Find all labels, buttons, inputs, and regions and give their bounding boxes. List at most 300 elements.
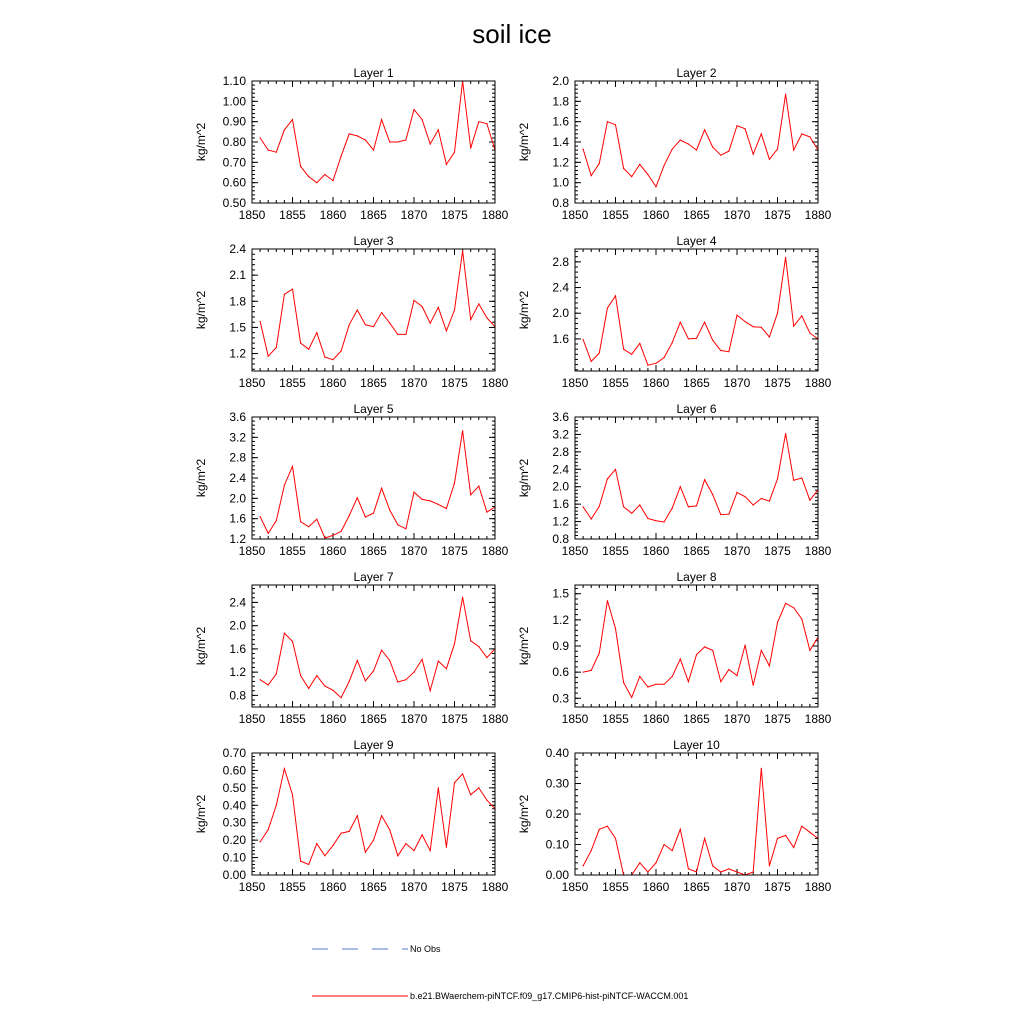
data-point (696, 871, 697, 872)
x-tick-label: 1865 (683, 376, 710, 390)
x-tick-label: 1860 (642, 880, 670, 894)
series-line (260, 81, 495, 183)
data-point (639, 504, 640, 505)
data-point (332, 535, 333, 536)
y-tick-label: 2.0 (229, 491, 246, 506)
x-tick-label: 1850 (561, 712, 589, 726)
y-tick-label: 0.80 (222, 135, 246, 149)
data-point (381, 119, 382, 120)
x-tick-label: 1850 (238, 544, 266, 558)
y-axis-label: kg/m^2 (517, 794, 531, 834)
data-point (316, 182, 317, 183)
data-point (769, 159, 770, 160)
data-point (405, 843, 406, 844)
data-point (801, 133, 802, 134)
data-point (615, 469, 616, 470)
y-tick-label: 3.6 (229, 410, 246, 424)
data-point (454, 643, 455, 644)
plot-frame (252, 249, 495, 371)
data-point (389, 141, 390, 142)
y-tick-label: 0.30 (545, 776, 569, 791)
data-point (793, 150, 794, 151)
x-tick-label: 1875 (441, 712, 468, 726)
data-point (276, 805, 277, 806)
y-tick-label: 1.2 (229, 346, 246, 361)
plot-frame (575, 753, 818, 875)
data-point (785, 94, 786, 95)
data-point (365, 852, 366, 853)
panel-title: Layer 8 (676, 570, 717, 584)
x-tick-label: 1855 (602, 880, 629, 894)
x-tick-label: 1850 (238, 880, 266, 894)
data-point (809, 500, 810, 501)
y-axis-label: kg/m^2 (517, 122, 531, 162)
data-point (462, 773, 463, 774)
data-point (389, 323, 390, 324)
x-tick-label: 1855 (602, 544, 629, 558)
data-point (324, 537, 325, 538)
data-point (664, 684, 665, 685)
data-point (696, 505, 697, 506)
data-point (728, 151, 729, 152)
data-point (639, 676, 640, 677)
plot-frame (252, 417, 495, 539)
data-point (785, 835, 786, 836)
data-point (470, 640, 471, 641)
data-point (373, 150, 374, 151)
y-tick-label: 0.20 (222, 833, 246, 848)
x-tick-label: 1855 (279, 376, 306, 390)
data-point (809, 832, 810, 833)
y-tick-label: 1.2 (552, 514, 569, 529)
data-point (332, 180, 333, 181)
data-point (631, 354, 632, 355)
x-tick-label: 1865 (360, 880, 387, 894)
x-tick-label: 1880 (481, 544, 509, 558)
data-point (365, 139, 366, 140)
x-tick-label: 1860 (642, 376, 670, 390)
data-point (413, 672, 414, 673)
y-tick-label: 0.00 (222, 868, 246, 882)
plot-frame (252, 81, 495, 203)
data-point (680, 486, 681, 487)
data-point (438, 307, 439, 308)
panels-group (194, 66, 832, 894)
data-point (728, 351, 729, 352)
data-point (381, 488, 382, 489)
data-point (316, 675, 317, 676)
y-tick-label: 1.6 (229, 641, 246, 656)
data-point (761, 498, 762, 499)
data-point (308, 526, 309, 527)
x-tick-label: 1875 (764, 712, 791, 726)
data-point (316, 843, 317, 844)
data-point (615, 295, 616, 296)
data-point (446, 668, 447, 669)
data-point (478, 303, 479, 304)
data-point (599, 163, 600, 164)
data-point (308, 688, 309, 689)
data-point (341, 350, 342, 351)
data-point (599, 652, 600, 653)
data-point (284, 129, 285, 130)
y-axis-label: kg/m^2 (194, 626, 208, 666)
x-tick-label: 1855 (279, 880, 306, 894)
x-tick-label: 1855 (602, 376, 629, 390)
data-point (801, 826, 802, 827)
data-point (655, 862, 656, 863)
data-point (365, 517, 366, 518)
y-tick-label: 1.2 (552, 155, 569, 170)
x-tick-label: 1865 (360, 376, 387, 390)
data-point (745, 321, 746, 322)
data-point (696, 338, 697, 339)
data-point (268, 684, 269, 685)
data-point (292, 466, 293, 467)
y-tick-label: 0.6 (552, 665, 569, 680)
data-point (422, 659, 423, 660)
x-tick-label: 1860 (319, 544, 347, 558)
y-tick-label: 0.50 (222, 196, 246, 210)
data-point (680, 322, 681, 323)
x-tick-label: 1855 (279, 544, 306, 558)
data-point (745, 128, 746, 129)
data-point (373, 326, 374, 327)
data-point (607, 826, 608, 827)
x-tick-label: 1875 (764, 544, 791, 558)
data-point (292, 119, 293, 120)
data-point (599, 352, 600, 353)
data-point (728, 514, 729, 515)
y-tick-label: 1.6 (552, 114, 569, 129)
data-point (268, 150, 269, 151)
series-line (583, 601, 818, 698)
data-point (405, 528, 406, 529)
data-point (268, 533, 269, 534)
y-tick-label: 3.6 (552, 410, 569, 424)
x-tick-label: 1870 (723, 712, 751, 726)
data-point (736, 871, 737, 872)
y-tick-label: 3.2 (552, 427, 569, 442)
x-tick-label: 1865 (683, 544, 710, 558)
data-point (688, 338, 689, 339)
series-line (260, 769, 495, 865)
data-point (631, 176, 632, 177)
data-point (284, 294, 285, 295)
data-point (777, 313, 778, 314)
panel-layer-4 (517, 234, 832, 390)
data-point (704, 322, 705, 323)
data-point (300, 521, 301, 522)
y-tick-label: 1.5 (552, 586, 569, 601)
data-point (276, 347, 277, 348)
data-point (284, 633, 285, 634)
data-point (341, 156, 342, 157)
data-point (349, 133, 350, 134)
data-point (308, 176, 309, 177)
data-point (591, 361, 592, 362)
data-point (688, 868, 689, 869)
data-point (292, 289, 293, 290)
data-point (422, 119, 423, 120)
data-point (623, 349, 624, 350)
data-point (422, 306, 423, 307)
data-point (647, 871, 648, 872)
y-tick-label: 1.00 (222, 94, 246, 109)
y-axis-label: kg/m^2 (517, 458, 531, 498)
y-tick-label: 1.10 (222, 74, 246, 88)
y-tick-label: 2.4 (229, 595, 246, 610)
data-point (615, 838, 616, 839)
data-point (761, 650, 762, 651)
y-tick-label: 0.8 (552, 196, 569, 210)
data-point (599, 829, 600, 830)
data-point (446, 164, 447, 165)
data-point (316, 519, 317, 520)
panel-layer-6 (517, 402, 832, 558)
data-point (324, 357, 325, 358)
data-point (607, 600, 608, 601)
data-point (405, 334, 406, 335)
series-line (583, 768, 818, 875)
data-point (260, 516, 261, 517)
x-tick-label: 1855 (602, 712, 629, 726)
data-point (704, 646, 705, 647)
panel-title: Layer 6 (676, 402, 717, 416)
data-point (696, 150, 697, 151)
x-tick-label: 1855 (602, 208, 629, 222)
data-point (753, 871, 754, 872)
data-point (615, 628, 616, 629)
plot-frame (252, 753, 495, 875)
y-tick-label: 1.6 (552, 331, 569, 346)
data-point (389, 829, 390, 830)
data-point (397, 855, 398, 856)
data-point (664, 521, 665, 522)
plot-frame (252, 585, 495, 707)
data-point (736, 125, 737, 126)
y-tick-label: 1.5 (229, 320, 246, 335)
data-point (680, 829, 681, 830)
data-point (801, 618, 802, 619)
data-point (332, 359, 333, 360)
y-tick-label: 2.4 (552, 462, 569, 477)
y-tick-label: 2.0 (552, 479, 569, 494)
y-tick-label: 0.40 (222, 798, 246, 813)
data-point (422, 499, 423, 500)
data-point (413, 492, 414, 493)
data-point (745, 645, 746, 646)
panel-layer-2 (517, 66, 832, 222)
panel-title: Layer 10 (673, 738, 720, 752)
data-point (446, 508, 447, 509)
data-point (753, 154, 754, 155)
data-point (736, 315, 737, 316)
data-point (324, 686, 325, 687)
data-point (655, 520, 656, 521)
data-point (793, 480, 794, 481)
data-point (745, 496, 746, 497)
x-tick-label: 1865 (683, 208, 710, 222)
panel-layer-10 (517, 738, 832, 894)
data-point (470, 494, 471, 495)
data-point (639, 343, 640, 344)
x-tick-label: 1880 (804, 376, 832, 390)
data-point (704, 838, 705, 839)
data-point (397, 141, 398, 142)
data-point (276, 152, 277, 153)
x-tick-label: 1875 (441, 208, 468, 222)
data-point (607, 308, 608, 309)
data-point (405, 139, 406, 140)
x-tick-label: 1875 (764, 880, 791, 894)
y-tick-label: 0.70 (222, 746, 246, 760)
data-point (769, 865, 770, 866)
data-point (486, 511, 487, 512)
data-point (430, 690, 431, 691)
data-point (276, 673, 277, 674)
data-point (349, 681, 350, 682)
data-point (438, 661, 439, 662)
data-point (615, 124, 616, 125)
data-point (647, 518, 648, 519)
data-point (761, 133, 762, 134)
y-tick-label: 0.10 (222, 850, 246, 865)
x-tick-label: 1865 (683, 712, 710, 726)
data-point (462, 597, 463, 598)
panel-layer-3 (194, 234, 509, 390)
plot-frame (575, 585, 818, 707)
data-point (357, 135, 358, 136)
data-point (478, 121, 479, 122)
data-point (430, 323, 431, 324)
x-tick-label: 1875 (441, 880, 468, 894)
data-point (777, 622, 778, 623)
data-point (672, 508, 673, 509)
y-axis-label: kg/m^2 (517, 626, 531, 666)
data-point (777, 838, 778, 839)
data-point (349, 515, 350, 516)
y-tick-label: 0.60 (222, 175, 246, 190)
data-point (292, 794, 293, 795)
x-tick-label: 1870 (400, 544, 428, 558)
data-point (769, 501, 770, 502)
legend-no-obs-label: No Obs (410, 944, 441, 954)
data-point (332, 690, 333, 691)
data-point (753, 685, 754, 686)
data-point (712, 147, 713, 148)
data-point (373, 670, 374, 671)
data-point (623, 682, 624, 683)
series-line (583, 257, 818, 365)
panel-layer-8 (517, 570, 832, 726)
x-tick-label: 1870 (400, 712, 428, 726)
x-tick-label: 1850 (238, 712, 266, 726)
y-tick-label: 2.8 (552, 254, 569, 269)
data-point (357, 497, 358, 498)
x-tick-label: 1855 (279, 208, 306, 222)
data-point (486, 317, 487, 318)
data-point (591, 518, 592, 519)
panel-layer-5 (194, 402, 509, 558)
data-point (357, 660, 358, 661)
y-axis-label: kg/m^2 (194, 122, 208, 162)
y-tick-label: 2.8 (552, 444, 569, 459)
y-tick-label: 2.0 (229, 618, 246, 633)
data-point (405, 679, 406, 680)
data-point (720, 681, 721, 682)
data-point (583, 339, 584, 340)
y-axis-label: kg/m^2 (194, 794, 208, 834)
x-tick-label: 1865 (683, 880, 710, 894)
y-tick-label: 1.2 (229, 532, 246, 546)
data-point (623, 168, 624, 169)
data-point (438, 504, 439, 505)
series-line (260, 597, 495, 698)
data-point (639, 164, 640, 165)
data-point (397, 524, 398, 525)
x-tick-label: 1880 (481, 208, 509, 222)
legend (312, 944, 688, 1001)
data-point (260, 841, 261, 842)
data-point (486, 123, 487, 124)
data-point (381, 650, 382, 651)
data-point (446, 847, 447, 848)
data-point (478, 646, 479, 647)
data-point (438, 787, 439, 788)
data-point (672, 850, 673, 851)
data-point (389, 660, 390, 661)
x-tick-label: 1850 (238, 376, 266, 390)
data-point (478, 787, 479, 788)
data-point (365, 680, 366, 681)
data-point (753, 326, 754, 327)
y-tick-label: 1.6 (552, 497, 569, 512)
plot-frame (575, 249, 818, 371)
y-tick-label: 0.20 (545, 807, 569, 821)
data-point (769, 665, 770, 666)
data-point (599, 506, 600, 507)
x-tick-label: 1860 (319, 880, 347, 894)
data-point (785, 433, 786, 434)
y-axis-label: kg/m^2 (194, 290, 208, 330)
data-point (381, 312, 382, 313)
y-tick-label: 0.10 (545, 837, 569, 852)
data-point (470, 319, 471, 320)
data-point (680, 139, 681, 140)
panel-title: Layer 9 (353, 738, 394, 752)
data-point (728, 669, 729, 670)
y-tick-label: 2.8 (229, 450, 246, 465)
data-point (397, 334, 398, 335)
x-tick-label: 1870 (400, 880, 428, 894)
data-point (486, 800, 487, 801)
data-point (300, 166, 301, 167)
data-point (712, 650, 713, 651)
data-point (607, 478, 608, 479)
data-point (300, 861, 301, 862)
data-point (785, 257, 786, 258)
data-point (680, 659, 681, 660)
data-point (777, 478, 778, 479)
data-point (761, 327, 762, 328)
data-point (308, 349, 309, 350)
data-point (454, 483, 455, 484)
panel-layer-1 (194, 66, 509, 222)
data-point (284, 485, 285, 486)
data-point (712, 340, 713, 341)
data-point (413, 300, 414, 301)
